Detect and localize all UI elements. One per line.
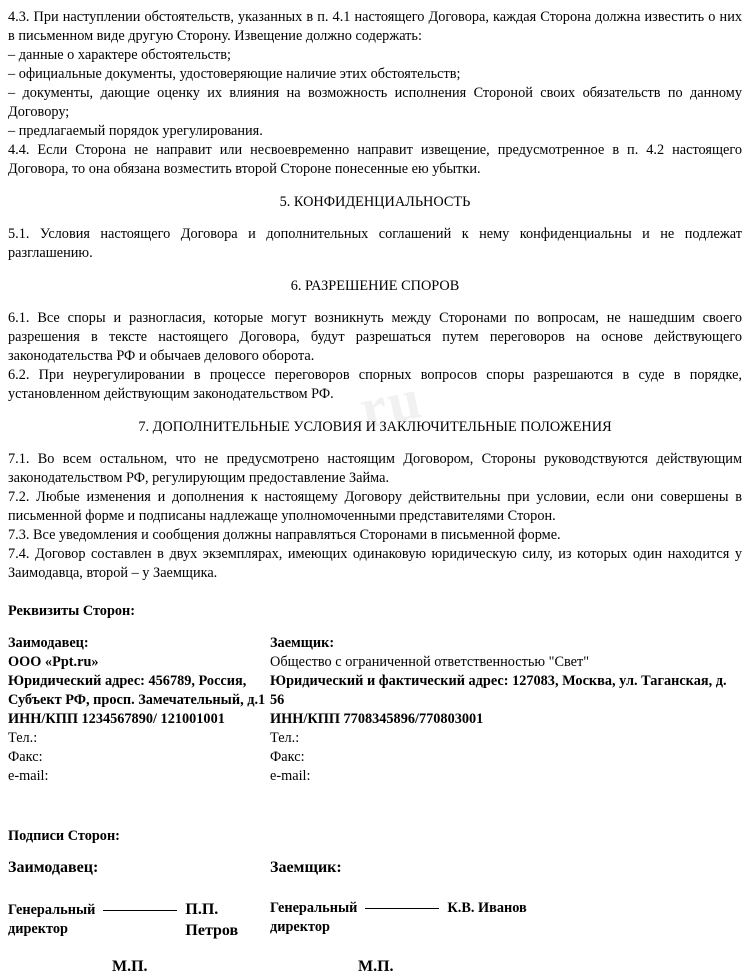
lender-role: Заимодавец: [8,635,89,651]
borrower-line-3: ИНН/КПП 7708345896/770803001 [270,711,484,727]
lender-line-4: Тел.: [8,730,38,746]
paragraph-6-2: 6.2. При неурегулировании в процессе переговоров спорных вопросов споры разрешаются в суде в порядке, установленном действующим законодательством РФ. [8,367,742,402]
signature-lender-inner [8,899,270,942]
requisites-line-row-3 [8,710,742,729]
requisites-line-row-1 [8,653,742,672]
paragraph-bullet-4: – предлагаемый порядок урегулирования. [8,123,263,139]
watermark-text: ru [353,365,429,442]
borrower-role: Заемщик: [270,635,335,651]
lender-line-1: ООО «Ppt.ru» [8,654,99,670]
heading-section-5: 5. КОНФИДЕНЦИАЛЬНОСТЬ [279,194,471,210]
signature-lender-role: Заимодавец: [8,859,99,876]
lender-line-5: Факс: [8,749,43,765]
signatures-title: Подписи Сторон: [8,828,120,844]
requisites-role-row [8,634,742,653]
signature-borrower-position-line2: директор [270,919,330,935]
borrower-line-1: Общество с ограниченной ответственностью "Свет" [270,654,590,670]
paragraph-4-4: 4.4. Если Сторона не направит или несвоевременно направит извещение, предусмотренное в п. 4.2 настоящего Договора, то она обязана возместить второй Стороне понесенные ею убытки. [8,142,742,177]
signature-borrower-position-line1: Генеральный [270,900,358,916]
signatures-block [8,859,742,976]
seal-lender: М.П. [112,957,148,975]
signatures-role-row [8,859,742,877]
lender-line-6: e-mail: [8,768,49,784]
signature-borrower-line[interactable] [365,907,439,909]
heading-section-6: 6. РАЗРЕШЕНИЕ СПОРОВ [290,278,460,294]
paragraph-bullet-2: – официальные документы, удостоверяющие наличие этих обстоятельств; [8,66,461,82]
signature-borrower-cell [270,899,742,937]
signature-lender-line[interactable] [103,909,177,911]
signature-borrower-position [270,899,357,937]
requisites-line-row-4 [8,729,742,748]
paragraph-4-3: 4.3. При наступлении обстоятельств, указанных в п. 4.1 настоящего Договора, каждая Сторона должна известить о них в письменном виде другую Сторону. Извещение должно содержать: [8,9,742,44]
borrower-line-2: Юридический и фактический адрес: 127083, Москва, ул. Таганская, д. 56 [270,673,727,708]
requisites-table [8,634,742,786]
heading-section-7: 7. ДОПОЛНИТЕЛЬНЫЕ УСЛОВИЯ И ЗАКЛЮЧИТЕЛЬНЫЕ ПОЛОЖЕНИЯ [138,419,612,435]
signature-borrower-inner [270,899,742,937]
signature-borrower-role: Заемщик: [270,859,342,876]
seal-row [8,958,742,976]
signature-lender-position-line2: директор [8,921,68,937]
signatures-name-row [8,899,742,942]
lender-line-2: Юридический адрес: 456789, Россия, Субъект РФ, просп. Замечательный, д.1 [8,673,266,708]
signature-lender-name-line1: П.П. [185,901,219,918]
signature-lender-position [8,901,95,939]
borrower-line-4: Тел.: [270,730,300,746]
requisites-line-row-6 [8,767,742,786]
signature-lender-name-line2: Петров [185,922,239,940]
borrower-line-6: e-mail: [270,768,311,784]
paragraph-6-1: 6.1. Все споры и разногласия, которые могут возникнуть между Сторонами по вопросам, не нашедшим своего разрешения в тексте настоящего Договора, будут разрешаться путем переговоров на основе действующего законодательства РФ и обычаев делового оборота. [8,310,742,364]
requisites-title: Реквизиты Сторон: [8,603,136,619]
seal-borrower: М.П. [358,957,394,975]
signature-lender-name [185,899,238,942]
requisites-line-row-5 [8,748,742,767]
paragraph-7-3: 7.3. Все уведомления и сообщения должны направляться Сторонами в письменной форме. [8,527,561,543]
paragraph-bullet-3: – документы, дающие оценку их влияния на возможность исполнения Стороной своих обязательств по данному Договору; [8,85,742,120]
borrower-line-5: Факс: [270,749,305,765]
requisites-line-row-2 [8,672,742,710]
signature-lender-position-line1: Генеральный [8,902,96,918]
signature-borrower-name: К.В. Иванов [447,900,527,916]
paragraph-7-2: 7.2. Любые изменения и дополнения к настоящему Договору действительны при условии, если они совершены в письменной форме и подписаны надлежаще уполномоченными представителями Сторон. [8,489,742,524]
paragraph-7-1: 7.1. Во всем остальном, что не предусмотрено настоящим Договором, Стороны руководствуются действующим законодательством РФ, регулирующим предоставление Займа. [8,451,742,486]
paragraph-bullet-1: – данные о характере обстоятельств; [8,47,231,63]
lender-line-3: ИНН/КПП 1234567890/ 121001001 [8,711,225,727]
signature-lender-cell [8,899,270,942]
paragraph-5-1: 5.1. Условия настоящего Договора и дополнительных соглашений к нему конфиденциальны и не подлежат разглашению. [8,226,742,261]
paragraph-7-4: 7.4. Договор составлен в двух экземплярах, имеющих одинаковую юридическую силу, из которых один находится у Заимодавца, второй – у Заемщика. [8,546,742,581]
